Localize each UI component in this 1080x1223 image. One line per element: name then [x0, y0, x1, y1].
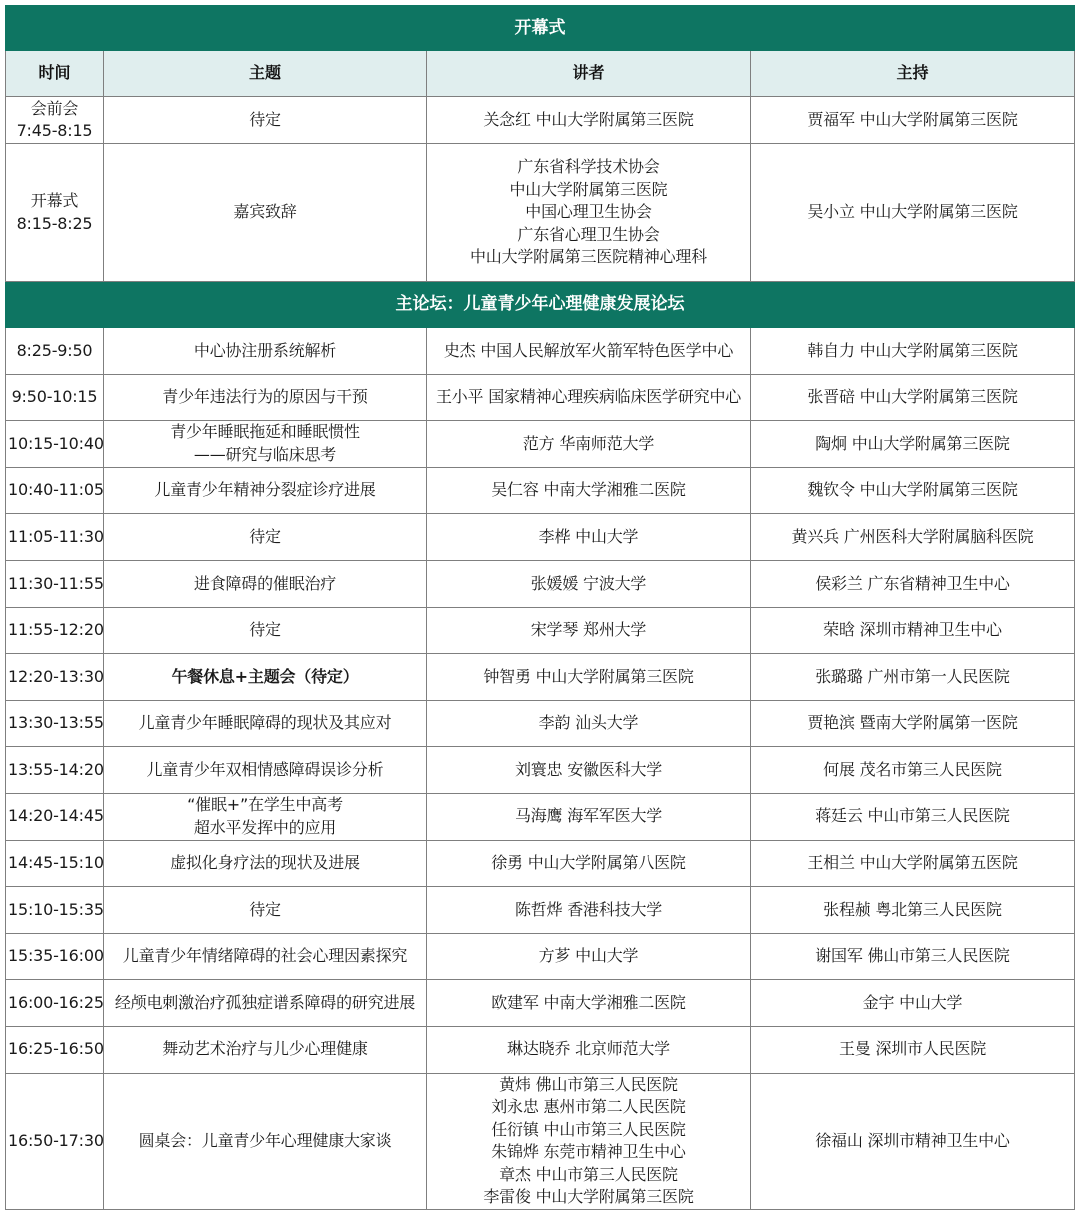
time-cell [6, 840, 104, 887]
time-cell-line: 会前会 [30, 98, 79, 118]
speaker-cell-line: 琳达晓乔 北京师范大学 [507, 1039, 670, 1059]
host-cell: 张程赪 粤北第三人民医院 [751, 887, 1075, 934]
time-cell [6, 421, 104, 468]
host-cell: 吴小立 中山大学附属第三医院 [751, 144, 1075, 282]
time-cell-line: 7:45-8:15 [16, 121, 93, 140]
header-host: 主持 [751, 51, 1075, 97]
time-cell-line: 8:25-9:50 [16, 340, 93, 360]
host-cell: 黄兴兵 广州医科大学附属脑科医院 [751, 514, 1075, 561]
speaker-cell [427, 374, 751, 421]
time-cell [6, 887, 104, 934]
speaker-cell [427, 607, 751, 654]
speaker-cell [427, 328, 751, 375]
time-cell-line: 13:30-13:55 [8, 713, 104, 733]
speaker-cell [427, 144, 751, 282]
host-cell: 王相兰 中山大学附属第五医院 [751, 840, 1075, 887]
time-cell [6, 747, 104, 794]
time-cell-line: 开幕式 [30, 191, 79, 210]
speaker-cell-line: 广东省心理卫生协会 [517, 224, 660, 244]
speaker-cell-line: 李桦 中山大学 [538, 526, 639, 546]
topic-cell [104, 421, 427, 468]
speaker-cell-line: 刘永忠 惠州市第二人民医院 [491, 1097, 686, 1116]
topic-cell-line: 青少年违法行为的原因与干预 [162, 387, 368, 407]
time-cell-line: 16:50-17:30 [8, 1130, 104, 1150]
topic-cell [104, 980, 427, 1027]
host-cell: 王曼 深圳市人民医院 [751, 1026, 1075, 1073]
speaker-cell [427, 980, 751, 1027]
time-cell [6, 514, 104, 561]
time-cell-line: 14:20-14:45 [8, 806, 104, 826]
time-cell [6, 467, 104, 514]
time-cell-line: 10:40-11:05 [8, 480, 104, 500]
schedule-row [6, 514, 1075, 561]
time-cell-line: 14:45-15:10 [8, 853, 104, 873]
time-cell-line: 11:55-12:20 [8, 620, 104, 640]
speaker-cell-line: 王小平 国家精神心理疾病临床医学研究中心 [435, 387, 742, 407]
topic-cell [104, 793, 427, 840]
host-cell: 贾艳滨 暨南大学附属第一医院 [751, 700, 1075, 747]
time-cell [6, 97, 104, 144]
topic-cell [104, 1026, 427, 1073]
schedule-row [6, 607, 1075, 654]
speaker-cell [427, 700, 751, 747]
topic-cell-line: 青少年睡眠拖延和睡眠惯性 [170, 422, 360, 442]
speaker-cell-line: 吴仁容 中南大学湘雅二医院 [491, 480, 686, 500]
topic-cell-line: “催眠+”在学生中高考 [187, 795, 343, 815]
speaker-cell-line: 中国心理卫生协会 [525, 202, 652, 222]
host-cell: 韩自力 中山大学附属第三医院 [751, 328, 1075, 375]
speaker-cell [427, 97, 751, 144]
schedule [5, 5, 1074, 1210]
host-cell: 魏钦令 中山大学附属第三医院 [751, 467, 1075, 514]
topic-cell-line: 嘉宾致辞 [233, 202, 297, 222]
schedule-row [6, 328, 1075, 375]
section-header-forum [6, 282, 1075, 328]
speaker-cell [427, 840, 751, 887]
schedule-row [6, 144, 1075, 282]
schedule-table [5, 5, 1075, 1210]
schedule-row [6, 467, 1075, 514]
speaker-cell-line: 黄炜 佛山市第三人民医院 [499, 1074, 678, 1094]
topic-cell [104, 747, 427, 794]
speaker-cell-line: 马海鹰 海军军医大学 [514, 806, 663, 826]
host-cell: 张晋碚 中山大学附属第三医院 [751, 374, 1075, 421]
topic-cell [104, 374, 427, 421]
topic-cell-line: ——研究与临床思考 [193, 444, 337, 464]
time-cell-line: 12:20-13:30 [8, 666, 104, 686]
time-cell-line: 11:05-11:30 [8, 526, 104, 546]
topic-cell [104, 97, 427, 144]
schedule-row [6, 1026, 1075, 1073]
section-header-opening [6, 6, 1075, 51]
speaker-cell-line: 朱锦烨 东莞市精神卫生中心 [491, 1142, 686, 1161]
time-cell [6, 328, 104, 375]
host-cell: 何展 茂名市第三人民医院 [751, 747, 1075, 794]
schedule-row [6, 1073, 1075, 1209]
time-cell [6, 374, 104, 421]
time-cell-line: 10:15-10:40 [8, 433, 104, 453]
topic-cell [104, 467, 427, 514]
speaker-cell [427, 887, 751, 934]
speaker-cell-line: 徐勇 中山大学附属第八医院 [491, 853, 686, 873]
topic-cell-line: 待定 [249, 109, 281, 129]
speaker-cell-line: 李雷俊 中山大学附属第三医院 [483, 1187, 694, 1206]
schedule-row [6, 421, 1075, 468]
topic-cell-line: 超水平发挥中的应用 [193, 817, 337, 837]
topic-cell [104, 144, 427, 282]
speaker-cell-line: 关念红 中山大学附属第三医院 [483, 109, 694, 129]
topic-cell [104, 654, 427, 701]
topic-cell-line: 儿童青少年情绪障碍的社会心理因素探究 [122, 946, 408, 966]
topic-cell-line: 午餐休息+主题会（待定） [171, 666, 359, 686]
topic-cell-line: 舞动艺术治疗与儿少心理健康 [162, 1039, 368, 1059]
topic-cell-line: 圆桌会：儿童青少年心理健康大家谈 [138, 1130, 392, 1150]
schedule-row [6, 97, 1075, 144]
topic-cell-line: 待定 [249, 899, 281, 919]
topic-cell-line: 虚拟化身疗法的现状及进展 [170, 853, 360, 873]
speaker-cell [427, 560, 751, 607]
speaker-cell-line: 章杰 中山市第三人民医院 [499, 1164, 678, 1184]
time-cell [6, 933, 104, 980]
schedule-row [6, 793, 1075, 840]
header-speaker: 讲者 [427, 51, 751, 97]
topic-cell [104, 1073, 427, 1209]
time-cell [6, 793, 104, 840]
schedule-row [6, 747, 1075, 794]
host-cell: 贾福军 中山大学附属第三医院 [751, 97, 1075, 144]
speaker-cell-line: 任衍镇 中山市第三人民医院 [491, 1119, 686, 1139]
speaker-cell [427, 933, 751, 980]
topic-cell-line: 中心协注册系统解析 [193, 340, 337, 360]
speaker-cell-line: 钟智勇 中山大学附属第三医院 [483, 666, 694, 686]
host-cell: 陶炯 中山大学附属第三医院 [751, 421, 1075, 468]
speaker-cell [427, 793, 751, 840]
time-cell [6, 607, 104, 654]
topic-cell [104, 700, 427, 747]
schedule-row [6, 374, 1075, 421]
time-cell [6, 654, 104, 701]
speaker-cell-line: 广东省科学技术协会 [517, 157, 660, 177]
speaker-cell [427, 421, 751, 468]
time-cell-line: 16:25-16:50 [8, 1039, 104, 1059]
speaker-cell-line: 刘寰忠 安徽医科大学 [514, 759, 663, 779]
topic-cell-line: 进食障碍的催眠治疗 [193, 573, 337, 593]
time-cell-line: 15:10-15:35 [8, 899, 104, 919]
speaker-cell-line: 宋学琴 郑州大学 [530, 620, 647, 640]
speaker-cell-line: 张媛媛 宁波大学 [530, 573, 647, 593]
schedule-row [6, 933, 1075, 980]
speaker-cell-line: 李韵 汕头大学 [538, 713, 639, 733]
topic-cell-line: 待定 [249, 526, 281, 546]
topic-cell [104, 514, 427, 561]
speaker-cell-line: 方芗 中山大学 [538, 946, 639, 966]
schedule-row [6, 654, 1075, 701]
topic-cell-line: 儿童青少年双相情感障碍误诊分析 [146, 759, 384, 779]
header-topic: 主题 [104, 51, 427, 97]
time-cell [6, 700, 104, 747]
schedule-body [6, 6, 1075, 1210]
schedule-row [6, 980, 1075, 1027]
column-header-row [6, 51, 1075, 97]
topic-cell [104, 887, 427, 934]
speaker-cell-line: 史杰 中国人民解放军火箭军特色医学中心 [443, 340, 734, 360]
time-cell [6, 560, 104, 607]
header-time: 时间 [6, 51, 104, 97]
speaker-cell [427, 1073, 751, 1209]
time-cell [6, 980, 104, 1027]
topic-cell [104, 607, 427, 654]
speaker-cell [427, 747, 751, 794]
speaker-cell [427, 654, 751, 701]
speaker-cell-line: 中山大学附属第三医院 [509, 179, 668, 199]
speaker-cell-line: 欧建军 中南大学湘雅二医院 [491, 992, 686, 1012]
host-cell: 谢国军 佛山市第三人民医院 [751, 933, 1075, 980]
time-cell [6, 1026, 104, 1073]
time-cell-line: 13:55-14:20 [8, 759, 104, 779]
schedule-row [6, 887, 1075, 934]
time-cell [6, 144, 104, 282]
section-title: 开幕式 [6, 6, 1075, 51]
topic-cell-line: 儿童青少年睡眠障碍的现状及其应对 [138, 713, 392, 733]
section-title: 主论坛：儿童青少年心理健康发展论坛 [6, 282, 1075, 328]
topic-cell-line: 儿童青少年精神分裂症诊疗进展 [154, 480, 376, 500]
schedule-row [6, 840, 1075, 887]
schedule-row [6, 560, 1075, 607]
speaker-cell-line: 中山大学附属第三医院精神心理科 [469, 247, 707, 267]
time-cell [6, 1073, 104, 1209]
host-cell: 徐福山 深圳市精神卫生中心 [751, 1073, 1075, 1209]
host-cell: 张璐璐 广州市第一人民医院 [751, 654, 1075, 701]
speaker-cell [427, 467, 751, 514]
topic-cell-line: 经颅电刺激治疗孤独症谱系障碍的研究进展 [114, 992, 416, 1012]
host-cell: 荣晗 深圳市精神卫生中心 [751, 607, 1075, 654]
time-cell-line: 9:50-10:15 [11, 387, 98, 407]
speaker-cell [427, 1026, 751, 1073]
host-cell: 金宇 中山大学 [751, 980, 1075, 1027]
time-cell-line: 8:15-8:25 [16, 213, 93, 233]
topic-cell-line: 待定 [249, 620, 281, 640]
topic-cell [104, 328, 427, 375]
speaker-cell [427, 514, 751, 561]
topic-cell [104, 933, 427, 980]
time-cell-line: 11:30-11:55 [8, 573, 104, 593]
time-cell-line: 16:00-16:25 [8, 992, 104, 1012]
speaker-cell-line: 陈哲烨 香港科技大学 [514, 899, 663, 919]
topic-cell [104, 560, 427, 607]
topic-cell [104, 840, 427, 887]
speaker-cell-line: 范方 华南师范大学 [522, 433, 655, 453]
host-cell: 蒋廷云 中山市第三人民医院 [751, 793, 1075, 840]
time-cell-line: 15:35-16:00 [8, 946, 104, 966]
host-cell: 侯彩兰 广东省精神卫生中心 [751, 560, 1075, 607]
schedule-row [6, 700, 1075, 747]
